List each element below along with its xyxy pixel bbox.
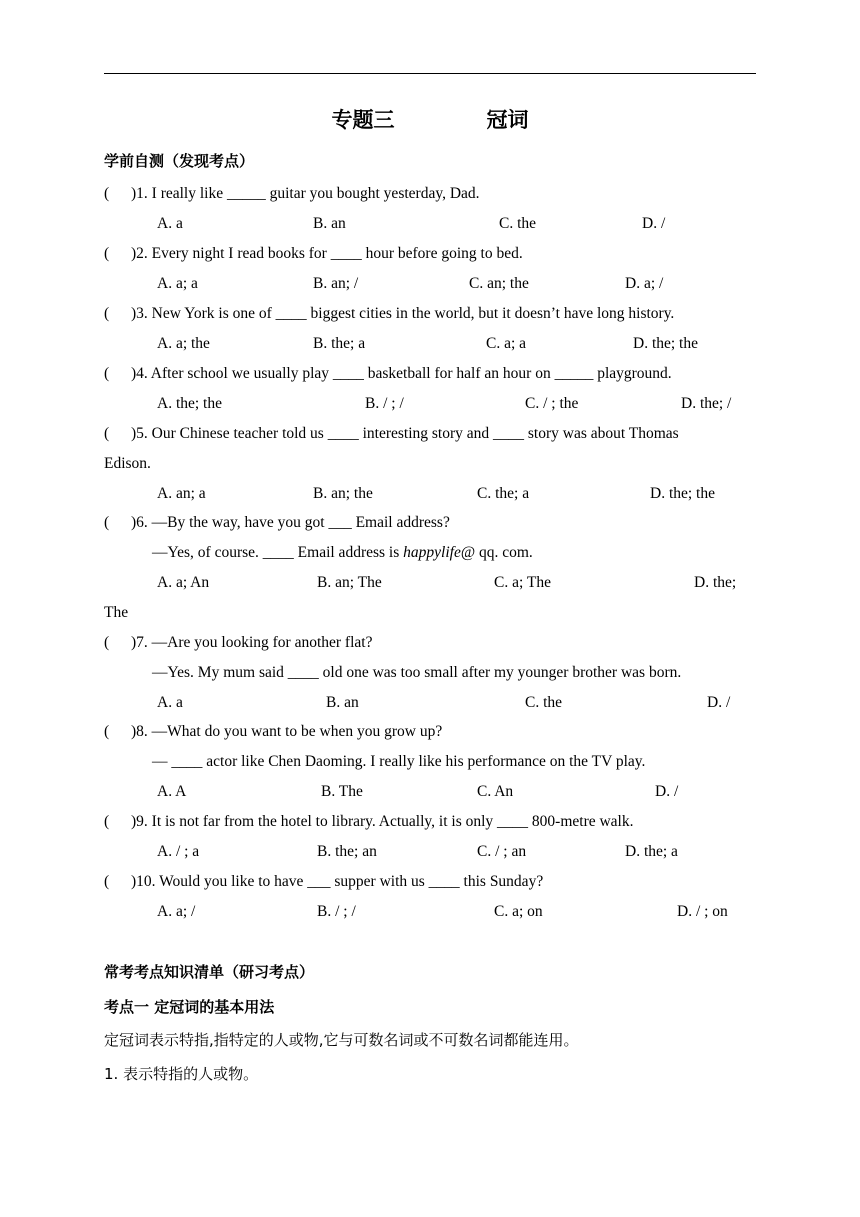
page-title xyxy=(0,106,860,134)
q5-option-c: C. the; a xyxy=(477,485,530,502)
q4-option-b: B. / ; / xyxy=(365,395,404,412)
answer-paren: ( xyxy=(104,634,110,651)
question-9: )9. It is not far from the hotel to library. Actually, it is only ____ 800-metre walk. xyxy=(131,813,634,830)
question-6: )6. —By the way, have you got ___ Email address? xyxy=(131,514,450,531)
q7-option-a: A. a xyxy=(157,694,183,711)
q8-option-a: A. A xyxy=(157,783,187,800)
q1-option-b: B. an xyxy=(313,215,346,232)
answer-paren: ( xyxy=(104,305,110,322)
question-5: )5. Our Chinese teacher told us ____ interesting story and ____ story was about Thomas xyxy=(131,425,679,442)
q2-option-d: D. a; / xyxy=(625,275,664,292)
answer-paren: ( xyxy=(104,873,110,890)
question-5-continuation: Edison. xyxy=(104,455,151,472)
question-2: )2. Every night I read books for ____ hour before going to bed. xyxy=(131,245,523,262)
q10-option-d: D. / ; on xyxy=(677,903,728,920)
answer-paren: ( xyxy=(104,245,110,262)
q8-option-d: D. / xyxy=(655,783,679,800)
answer-paren: ( xyxy=(104,425,110,442)
section-heading-pretest: 学前自测（发现考点） xyxy=(104,152,255,170)
q3-option-a: A. a; the xyxy=(157,335,210,352)
header-rule xyxy=(104,73,756,74)
answer-paren: ( xyxy=(104,365,110,382)
q4-option-d: D. the; / xyxy=(681,395,732,412)
answer-paren: ( xyxy=(104,514,110,531)
section-heading-knowledge: 常考考点知识清单（研习考点） xyxy=(104,963,315,981)
q2-option-a: A. a; a xyxy=(157,275,198,292)
q1-option-d: D. / xyxy=(642,215,666,232)
q5-option-a: A. an; a xyxy=(157,485,206,502)
q3-option-d: D. the; the xyxy=(633,335,698,352)
email-username: happylife xyxy=(403,544,461,561)
q2-option-b: B. an; / xyxy=(313,275,359,292)
q4-option-c: C. / ; the xyxy=(525,395,579,412)
question-7-reply: —Yes. My mum said ____ old one was too small after my younger brother was born. xyxy=(152,664,682,681)
point-heading: 考点一 定冠词的基本用法 xyxy=(104,998,275,1016)
q2-option-c: C. an; the xyxy=(469,275,529,292)
q10-option-b: B. / ; / xyxy=(317,903,356,920)
question-4: )4. After school we usually play ____ basketball for half an hour on _____ playground. xyxy=(131,365,672,382)
title-subject: 冠词 xyxy=(486,108,529,132)
q8-option-c: C. An xyxy=(477,783,514,800)
q1-option-c: C. the xyxy=(499,215,537,232)
title-topic: 专题三 xyxy=(331,108,395,132)
q10-option-c: C. a; on xyxy=(494,903,543,920)
q6-option-d: D. the; xyxy=(694,574,737,591)
q8-option-b: B. The xyxy=(321,783,363,800)
q6-option-a: A. a; An xyxy=(157,574,210,591)
answer-paren: ( xyxy=(104,185,110,202)
q6-option-c: C. a; The xyxy=(494,574,551,591)
q10-option-a: A. a; / xyxy=(157,903,196,920)
reply-text: —Yes, of course. ____ Email address is xyxy=(152,544,404,561)
q4-option-a: A. the; the xyxy=(157,395,222,412)
question-10: )10. Would you like to have ___ supper with us ____ this Sunday? xyxy=(131,873,544,890)
question-1: )1. I really like _____ guitar you bought yesterday, Dad. xyxy=(131,185,480,202)
q7-option-b: B. an xyxy=(326,694,359,711)
question-7: )7. —Are you looking for another flat? xyxy=(131,634,373,651)
question-8-reply: — ____ actor like Chen Daoming. I really like his performance on the TV play. xyxy=(152,753,646,770)
q3-option-b: B. the; a xyxy=(313,335,366,352)
q6-option-d-wrap: The xyxy=(104,604,129,621)
question-3: )3. New York is one of ____ biggest cities in the world, but it doesn’t have long history. xyxy=(131,305,675,322)
q1-option-a: A. a xyxy=(157,215,183,232)
q3-option-c: C. a; a xyxy=(486,335,527,352)
q9-option-b: B. the; an xyxy=(317,843,377,860)
question-8: )8. —What do you want to be when you grow up? xyxy=(131,723,443,740)
question-6-reply xyxy=(152,543,533,563)
q9-option-a: A. / ; a xyxy=(157,843,200,860)
q7-option-c: C. the xyxy=(525,694,563,711)
q5-option-b: B. an; the xyxy=(313,485,373,502)
q5-option-d: D. the; the xyxy=(650,485,715,502)
q9-option-d: D. the; a xyxy=(625,843,678,860)
q9-option-c: C. / ; an xyxy=(477,843,527,860)
q6-option-b: B. an; The xyxy=(317,574,382,591)
answer-paren: ( xyxy=(104,723,110,740)
reply-text-end: @ qq. com. xyxy=(460,544,533,561)
point-description: 定冠词表示特指,指特定的人或物,它与可数名词或不可数名词都能连用。 xyxy=(104,1031,579,1049)
point-item-1: 1. 表示特指的人或物。 xyxy=(104,1065,259,1083)
answer-paren: ( xyxy=(104,813,110,830)
q7-option-d: D. / xyxy=(707,694,731,711)
